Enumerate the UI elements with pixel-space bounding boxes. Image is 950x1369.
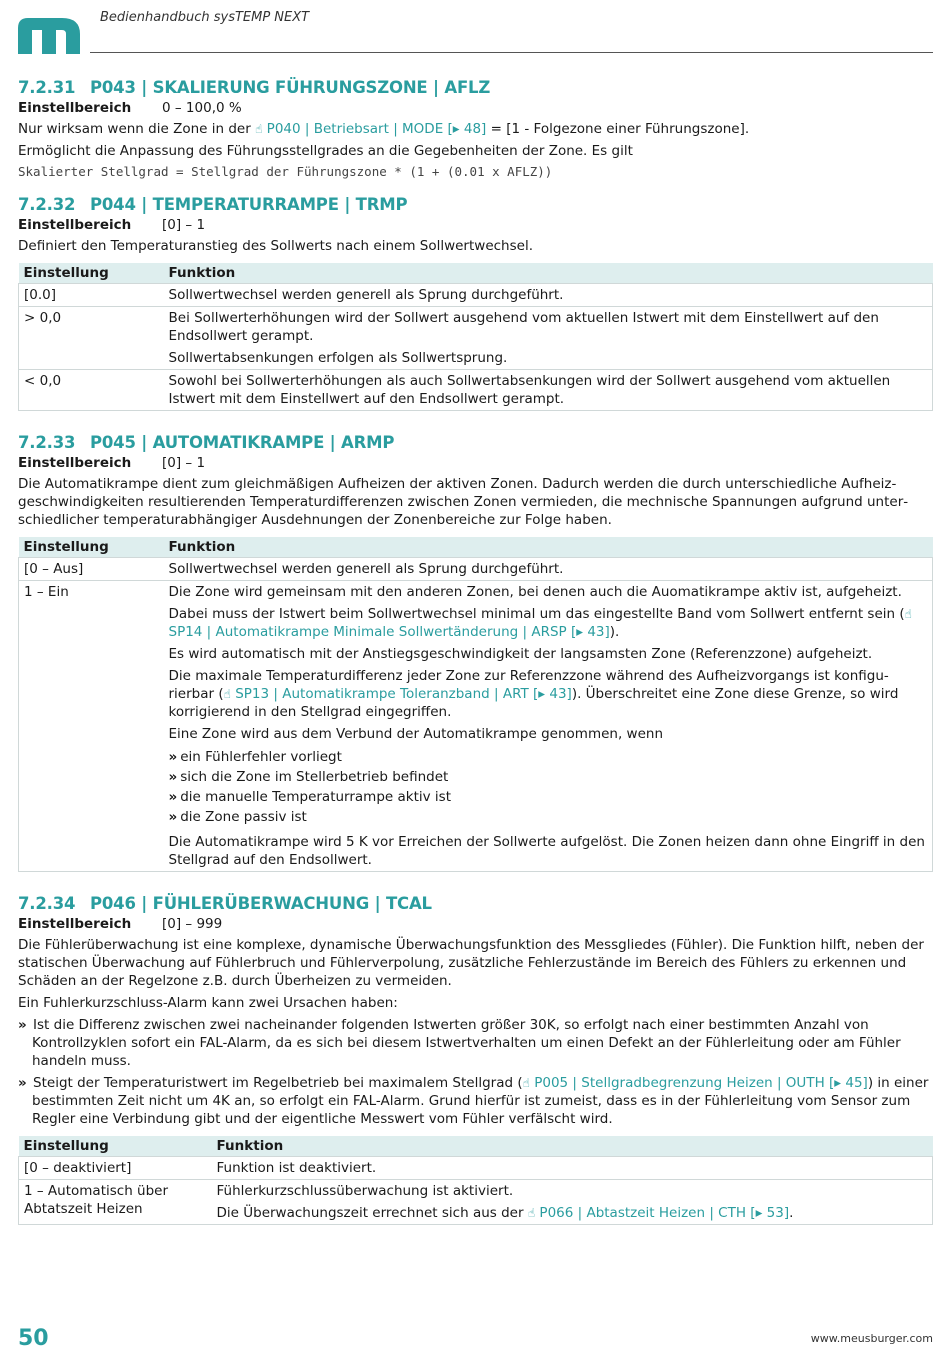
paragraph: Ermöglicht die Anpassung des Führungsstellgrades an die Gegebenheiten der Zone. Es gilt xyxy=(18,143,633,159)
bullet-list xyxy=(169,747,928,827)
section-heading: 7.2.34 P046 | FÜHLERÜBERWACHUNG | TCAL xyxy=(18,894,432,913)
bullet-icon: » xyxy=(168,809,178,825)
bullet-icon: » xyxy=(18,1075,27,1091)
paragraph: Die Fühlerüberwachung ist eine komplexe, dynamische Überwachungsfunktion des Messgliedes (Fühler). Die Funktion hilft, neben der statischen Überwachung auf Fühlerbruch und Fühlerverpolung, zusätzliche Fehlerzustände im Bereich des Fühlers zu erkennen und Schäden an der Regelzone z.B. durch Überheizen zu vermeiden. xyxy=(18,937,924,989)
list-item: » die manuelle Temperaturrampe aktiv ist xyxy=(168,789,451,805)
section-p043 xyxy=(18,78,933,179)
section-p045 xyxy=(18,433,933,872)
paragraph: Ein Fuhlerkurzschluss-Alarm kann zwei Ursachen haben: xyxy=(18,995,398,1011)
table-row: [0.0] Sollwertwechsel werden generell als Sprung durchgeführt. xyxy=(19,284,933,307)
setting-range: Einstellbereich 0 – 100,0 % xyxy=(18,100,242,116)
page-footer xyxy=(18,1326,933,1356)
cross-reference-link[interactable]: P040 | Betriebsart | MODE [▸ 48] xyxy=(266,121,487,137)
settings-table xyxy=(18,537,933,872)
list-item: » Ist die Differenz zwischen zwei nacheinander folgenden Istwerten größer 30K, so erfolgt nach einer bestimmten Anzahl von Kontrollzyklen sofort ein FAL-Alarm, da es sich bei diesem Istwertverhalten um einen Defekt an der Fühlerleitung oder am Fühler handeln muss. xyxy=(18,1017,901,1069)
settings-table xyxy=(18,1136,933,1225)
table-header-row: Einstellung Funktion xyxy=(19,537,933,558)
setting-range: Einstellbereich [0] – 1 xyxy=(18,217,206,233)
formula: Skalierter Stellgrad = Stellgrad der Führungszone * (1 + (0.01 x AFLZ)) xyxy=(18,164,553,179)
table-row: 1 – Ein Die Zone wird gemeinsam mit den anderen Zonen, bei denen auch die Auomatikrampe aktiv ist, aufgeheizt. Dabei muss der Istwert beim Sollwertwechsel minimal um das eingestellte Band vom Sollwert entfernt sein (☝ SP14 | Automatikrampe Minimale Sollwertänderung | ARSP [▸ 43]). Es wird automatisch mit der Anstiegsgeschwindigkeit der langsamsten Zone (Referenzzone) aufgeheizt. Die maximale Temperaturdifferenz jeder Zone zur Referenzzone während des Aufheizvorgangs ist konfigurierbar (☝ SP13 | Automatikrampe Toleranzband | ART [▸ 43]). Überschreitet eine Zone diese Grenze, so wird korrigierend in den Stellgrad eingegriffen. Eine Zone wird aus dem Verbund der Automatikrampe genommen, wenn » ein Fühlerfehler vorliegt » sich die Zone im Stellerbetrieb befindet » die manuelle Temperaturrampe aktiv ist » die Zone passiv ist Die Automatikrampe wird 5 K vor Erreichen der Sollwerte aufgelöst. Die Zonen heizen dann ohne Eingriff in den Stellgrad auf den Endsollwert. xyxy=(19,581,933,872)
section-heading: 7.2.33 P045 | AUTOMATIKRAMPE | ARMP xyxy=(18,433,395,452)
page-number: 50 xyxy=(18,1326,49,1351)
table-row: > 0,0 Bei Sollwerterhöhungen wird der Sollwert ausgehend vom aktuellen Istwert mit dem Einstellwert auf den Endsollwert gerampt. Sollwertabsenkungen erfolgen als Sollwertsprung. xyxy=(19,307,933,370)
website-link[interactable]: www.meusburger.com xyxy=(810,1332,933,1345)
page-header xyxy=(18,10,933,54)
bullet-icon: » xyxy=(168,789,178,805)
main-content xyxy=(18,78,933,1241)
hand-pointer-icon: ☝ xyxy=(255,122,263,136)
hand-pointer-icon: ☝ xyxy=(527,1206,536,1220)
paragraph: Definiert den Temperaturanstieg des Sollwerts nach einem Sollwertwechsel. xyxy=(18,238,533,254)
play-arrow-icon: ▸ xyxy=(755,1205,767,1221)
setting-range: Einstellbereich [0] – 999 xyxy=(18,916,223,932)
cross-reference-link[interactable]: SP13 | Automatikrampe Toleranzband | ART [▸ 43] xyxy=(235,686,572,702)
setting-range: Einstellbereich [0] – 1 xyxy=(18,455,206,471)
section-p044 xyxy=(18,195,933,411)
cross-reference-link[interactable]: P066 | Abtastzeit Heizen | CTH [▸ 53] xyxy=(539,1205,790,1221)
paragraph: Nur wirksam wenn die Zone in der ☝ P040 | Betriebsart | MODE [▸ 48] = [1 - Folgezone einer Führungszone]. xyxy=(18,121,750,137)
bullet-icon: » xyxy=(18,1017,27,1033)
table-header-row: Einstellung Funktion xyxy=(19,263,933,284)
hand-pointer-icon: ☝ xyxy=(904,607,912,621)
hand-pointer-icon: ☝ xyxy=(223,687,231,701)
header-title: Bedienhandbuch sysTEMP NEXT xyxy=(100,10,310,25)
bullet-list xyxy=(18,1016,933,1128)
table-header-row: Einstellung Funktion xyxy=(19,1136,933,1157)
section-heading: 7.2.32 P044 | TEMPERATURRAMPE | TRMP xyxy=(18,195,408,214)
cross-reference-link[interactable]: P005 | Stellgradbegrenzung Heizen | OUTH [▸ 45] xyxy=(534,1075,868,1091)
cross-reference-link[interactable]: SP14 | Automatikrampe Minimale Sollwertänderung | ARSP [▸ 43] xyxy=(168,624,610,640)
list-item: » sich die Zone im Stellerbetrieb befindet xyxy=(168,769,449,785)
play-arrow-icon: ▸ xyxy=(834,1075,846,1091)
play-arrow-icon: ▸ xyxy=(538,686,550,702)
table-row: < 0,0 Sowohl bei Sollwerterhöhungen als auch Sollwertabsenkungen wird der Sollwert ausgehend vom aktuellen Istwert mit dem Einstellwert auf den Endsollwert gerampt. xyxy=(19,370,933,411)
table-row: [0 – Aus] Sollwertwechsel werden generell als Sprung durchgeführt. xyxy=(19,558,933,581)
play-arrow-icon: ▸ xyxy=(576,624,588,640)
bullet-icon: » xyxy=(168,749,178,765)
play-arrow-icon: ▸ xyxy=(452,121,464,137)
list-item: » die Zone passiv ist xyxy=(168,809,307,825)
table-row: 1 – Automatisch über Abtatszeit Heizen Fühlerkurzschlussüberwachung ist aktiviert. Die Überwachungszeit errechnet sich aus der ☝ P066 | Abtastzeit Heizen | CTH [▸ 53]. xyxy=(19,1180,933,1225)
hand-pointer-icon: ☝ xyxy=(522,1076,530,1090)
paragraph: Die Automatikrampe dient zum gleichmäßigen Aufheizen der aktiven Zonen. Dadurch werden die durch unterschiedliche Aufheizgeschwindigkeiten resultierenden Temperaturdifferenzen zwischen Zonen vermieden, die mechnische Spannungen aufgrund unterschiedlicher temperaturabhängiger Ausdehnungen der Zonenbereiche zur Folge haben. xyxy=(18,476,909,528)
bullet-icon: » xyxy=(168,769,178,785)
meusburger-logo-icon xyxy=(18,14,80,54)
list-item: » ein Fühlerfehler vorliegt xyxy=(168,749,342,765)
section-p046 xyxy=(18,894,933,1225)
header-divider xyxy=(90,52,933,53)
settings-table xyxy=(18,263,933,411)
section-heading: 7.2.31 P043 | SKALIERUNG FÜHRUNGSZONE | AFLZ xyxy=(18,78,491,97)
table-row: [0 – deaktiviert] Funktion ist deaktiviert. xyxy=(19,1157,933,1180)
list-item: » Steigt der Temperaturistwert im Regelbetrieb bei maximalem Stellgrad (☝ P005 | Stellgradbegrenzung Heizen | OUTH [▸ 45]) in einer bestimmten Zeit nicht um 4K an, so erfolgt ein FAL-Alarm. Grund hierfür ist zumeist, dass es in der Fühlerleitung vom Sensor zum Regler eine Verbindung gibt und der eigentliche Messwert vom Fühler verfälscht wird. xyxy=(18,1075,929,1127)
